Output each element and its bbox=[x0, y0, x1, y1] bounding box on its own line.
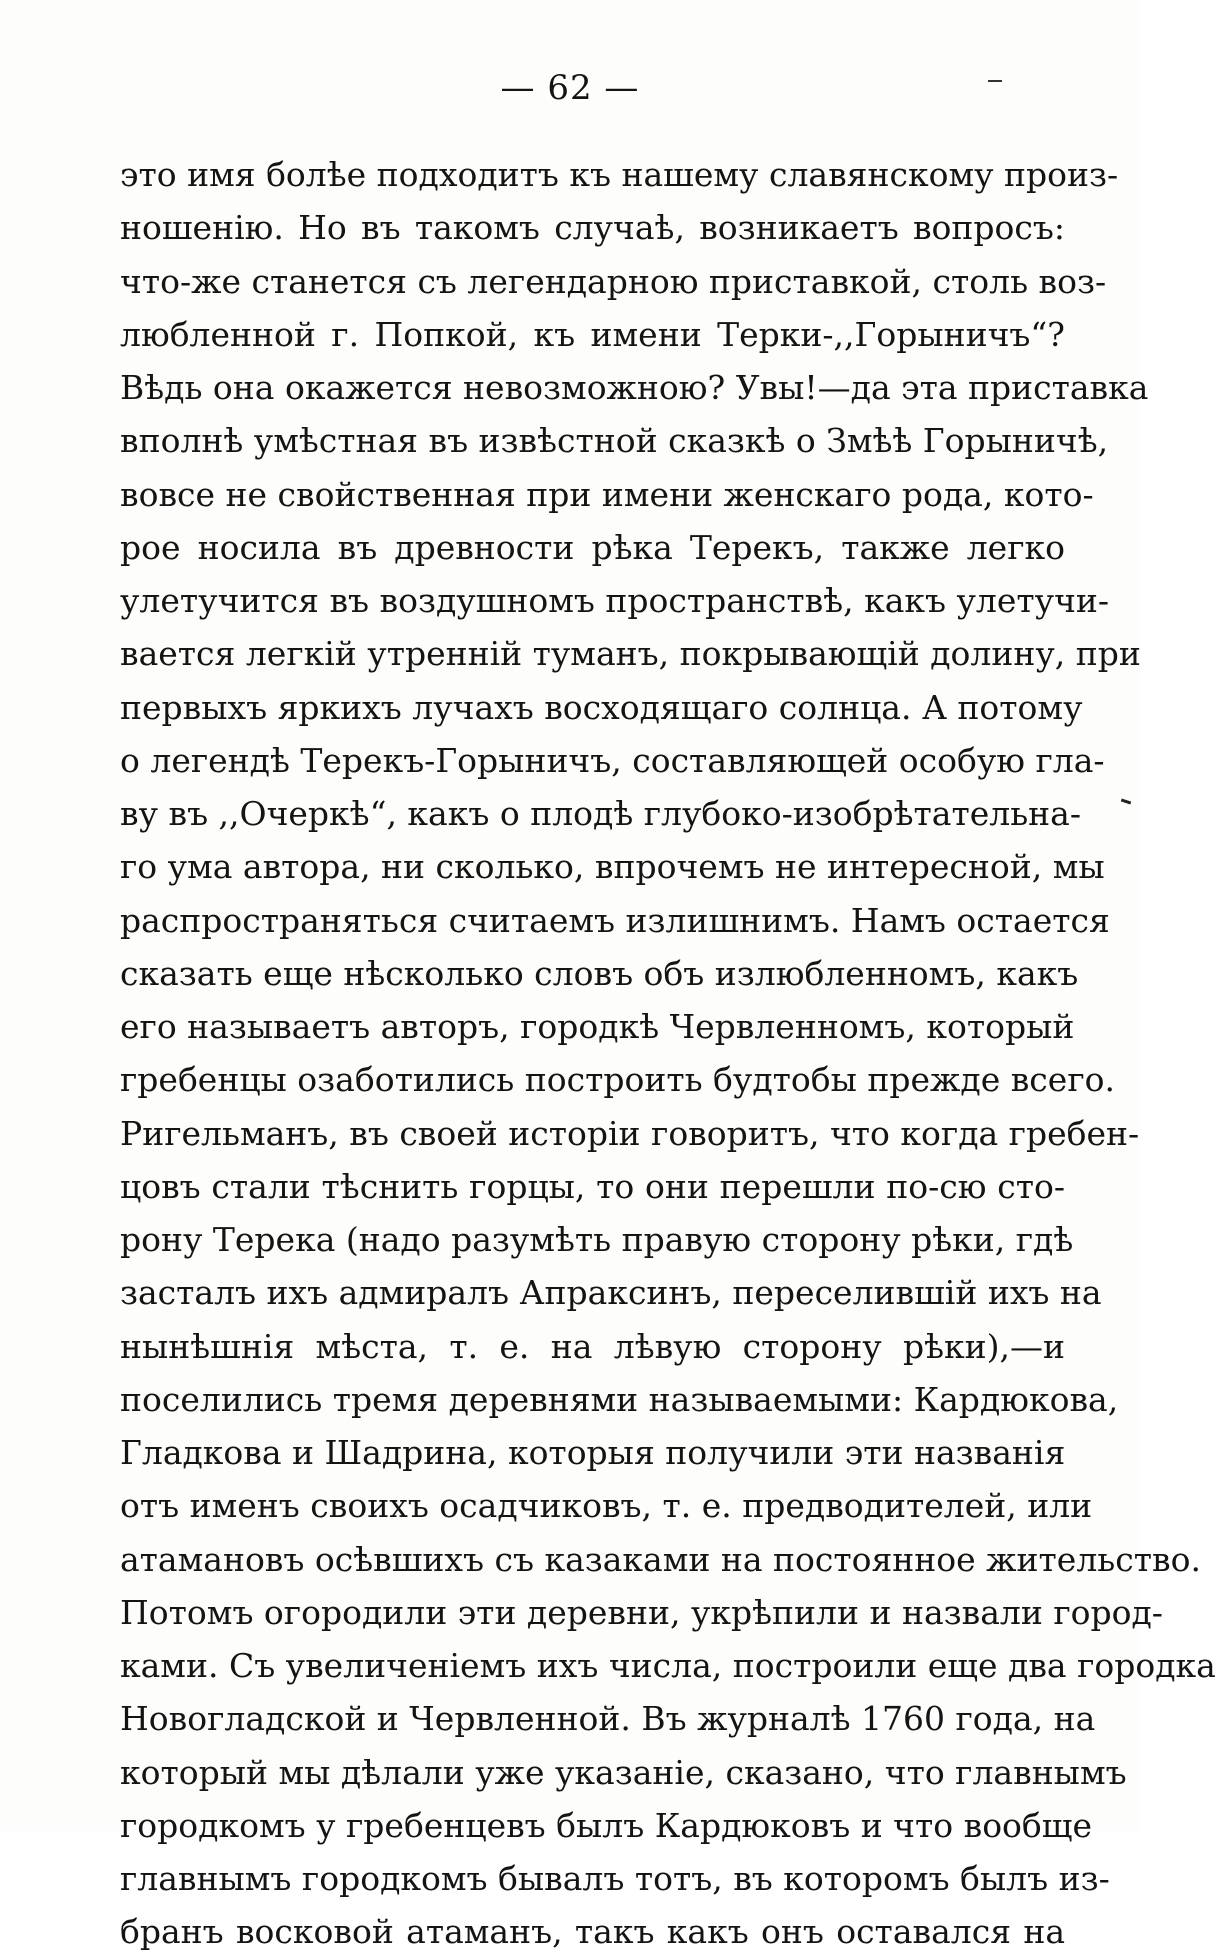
text-line: его называетъ авторъ, городкѣ Червленномъ, который bbox=[120, 1007, 1075, 1046]
text-line: это имя болѣе подходитъ къ нашему славянскому произ- bbox=[120, 155, 1119, 194]
text-line: гребенцы озаботились построить будтобы прежде всего. bbox=[120, 1060, 1115, 1100]
text-line: городкомъ у гребенцевъ былъ Кардюковъ и что вообще bbox=[120, 1805, 1093, 1845]
text-line: засталъ ихъ адмиралъ Апраксинъ, переселившій ихъ на bbox=[120, 1273, 1102, 1313]
text-line: вается легкій утренній туманъ, покрывающій долину, при bbox=[120, 634, 1141, 674]
text-line: Ригельманъ, въ своей исторіи говоритъ, что когда гребен- bbox=[120, 1113, 1140, 1153]
text-line: ношенію. Но въ такомъ случаѣ, возникаетъ вопросъ: bbox=[120, 208, 1065, 248]
text-line: о легендѣ Терекъ-Горыничъ, составляющей особую гла- bbox=[120, 740, 1105, 780]
text-line: отъ именъ своихъ осадчиковъ, т. е. предводителей, или bbox=[120, 1486, 1093, 1526]
text-line: вовсе не свойственная при имени женскаго рода, кото- bbox=[120, 474, 1094, 514]
text-line: любленной г. Попкой, къ имени Терки-,,Горыничъ“? bbox=[120, 314, 1065, 354]
text-line: сказать еще нѣсколько словъ объ излюбленномъ, какъ bbox=[120, 953, 1079, 993]
text-line: цовъ стали тѣснить горцы, то они перешли по-сю сто- bbox=[120, 1166, 1065, 1206]
text-line: ками. Съ увеличеніемъ ихъ числа, построили еще два городка bbox=[120, 1646, 1216, 1685]
text-line: первыхъ яркихъ лучахъ восходящаго солнца. А потому bbox=[120, 687, 1083, 727]
body-text bbox=[120, 148, 1216, 1959]
text-line: го ума автора, ни сколько, впрочемъ не интересной, мы bbox=[120, 847, 1105, 887]
text-line: бранъ восковой атаманъ, такъ какъ онъ оставался на bbox=[120, 1912, 1065, 1952]
text-line: нынѣшнія мѣста, т. е. на лѣвую сторону рѣки),—и bbox=[120, 1326, 1065, 1366]
text-line: улетучится въ воздушномъ пространствѣ, какъ улетучи- bbox=[120, 581, 1110, 620]
text-line: Гладкова и Шадрина, которыя получили эти названія bbox=[120, 1433, 1066, 1472]
text-line: ву въ ,,Очеркѣ“, какъ о плодѣ глубоко-изобрѣтательна- bbox=[120, 794, 1081, 833]
text-line: распространяться считаемъ излишнимъ. Намъ остается bbox=[120, 900, 1110, 940]
text-line: рону Терека (надо разумѣть правую сторону рѣки, гдѣ bbox=[120, 1220, 1074, 1259]
text-line: что-же станется съ легендарною приставкой, столь воз- bbox=[120, 261, 1107, 301]
text-line: поселились тремя деревнями называемыми: Кардюкова, bbox=[120, 1379, 1119, 1419]
text-line: Новогладской и Червленной. Въ журналѣ 1760 года, на bbox=[120, 1699, 1096, 1739]
text-line: атамановъ осѣвшихъ съ казаками на постоянное жительство. bbox=[120, 1539, 1201, 1579]
text-line: который мы дѣлали уже указаніе, сказано, что главнымъ bbox=[120, 1752, 1127, 1792]
text-line: рое носила въ древности рѣка Терекъ, также легко bbox=[120, 527, 1065, 567]
text-line: Вѣдь она окажется невозможною? Увы!—да эта приставка bbox=[120, 368, 1149, 407]
text-line: Потомъ огородили эти деревни, укрѣпили и назвали город- bbox=[120, 1592, 1163, 1632]
margin-mark bbox=[1121, 799, 1131, 805]
text-line: главнымъ городкомъ бывалъ тотъ, въ которомъ былъ из- bbox=[120, 1859, 1110, 1898]
corner-mark bbox=[988, 80, 1002, 82]
page-number: — 62 — bbox=[500, 68, 640, 108]
text-line: вполнѣ умѣстная въ извѣстной сказкѣ о Змѣѣ Горыничѣ, bbox=[120, 421, 1109, 461]
